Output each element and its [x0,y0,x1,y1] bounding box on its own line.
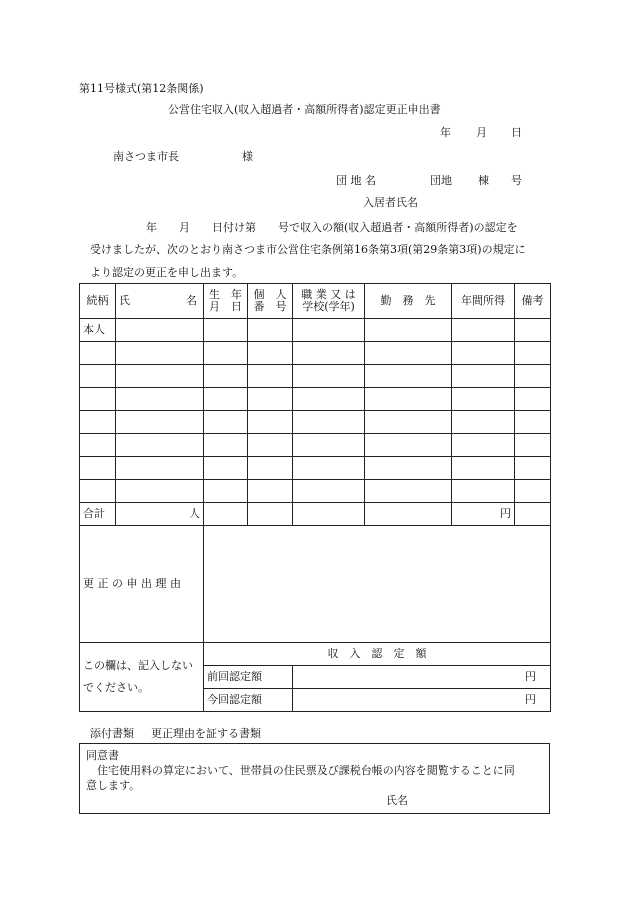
header-annual-income: 年間所得 [452,284,515,319]
relation-cell[interactable] [80,365,116,388]
birth-cell[interactable] [204,480,248,503]
occupation-cell[interactable] [293,388,365,411]
relation-cell[interactable] [80,434,116,457]
recognized-amount-header: 収 入 認 定 額 [204,643,551,666]
occupation-cell[interactable] [293,457,365,480]
header-id-line1: 個 人 [253,288,287,301]
household-table [79,283,551,712]
addressee-honorific: 様 [242,150,253,163]
body-line-1: 年 月 日付け第 号で収入の額(収入超過者・高額所得者)の認定を [146,221,518,234]
office-note-line2: でください。 [83,681,149,694]
income-cell[interactable] [452,434,515,457]
table-row [80,388,551,411]
header-workplace: 勤 務 先 [365,284,452,319]
remarks-cell[interactable] [515,480,551,503]
body-line-3: より認定の更正を申し出ます。 [90,266,244,279]
previous-amount-label: 前回認定額 [204,666,293,689]
building-label: 棟 [478,174,489,187]
income-cell[interactable] [452,480,515,503]
total-row [80,503,551,526]
relation-cell[interactable] [80,411,116,434]
header-name-left: 氏 [119,294,130,307]
table-row [80,342,551,365]
table-row [80,434,551,457]
workplace-cell[interactable] [365,457,452,480]
birth-cell[interactable] [204,411,248,434]
birth-cell[interactable] [204,388,248,411]
workplace-cell[interactable] [365,480,452,503]
header-relation: 続柄 [80,284,116,319]
table-row [80,480,551,503]
table-row [80,365,551,388]
relation-cell[interactable] [80,342,116,365]
birth-cell[interactable] [204,434,248,457]
form-number: 第11号様式(第12条関係) [79,82,204,95]
workplace-cell[interactable] [365,365,452,388]
header-name [116,284,204,319]
reason-row [80,526,551,643]
birth-cell[interactable] [204,319,248,342]
income-cell[interactable] [452,342,515,365]
name-cell[interactable] [116,457,204,480]
complex-unit: 団地 [430,174,452,187]
personal-number-cell[interactable] [248,365,293,388]
table-row [80,319,551,342]
total-remarks-cell [515,503,551,526]
consent-signature[interactable]: 氏名 [386,794,408,807]
income-cell[interactable] [452,388,515,411]
personal-number-cell[interactable] [248,457,293,480]
occupation-cell[interactable] [293,480,365,503]
name-cell[interactable] [116,411,204,434]
remarks-cell[interactable] [515,319,551,342]
personal-number-cell[interactable] [248,319,293,342]
personal-number-cell[interactable] [248,434,293,457]
header-job-line2: 学校(学年) [302,300,355,313]
relation-cell[interactable]: 本人 [80,319,116,342]
date-month: 月 [476,126,487,139]
occupation-cell[interactable] [293,434,365,457]
current-amount-label: 今回認定額 [204,689,293,712]
relation-cell[interactable] [80,480,116,503]
office-note-line1: この欄は、記入しない [83,659,193,672]
remarks-cell[interactable] [515,457,551,480]
consent-line1: 住宅使用料の算定において、世帯員の住民票及び課税台帳の内容を閲覧することに同 [97,764,515,777]
remarks-cell[interactable] [515,388,551,411]
complex-label: 団 地 名 [336,174,376,187]
name-cell[interactable] [116,434,204,457]
reason-field[interactable] [204,526,551,643]
number-label: 号 [511,174,522,187]
header-birth-line1: 生 年 [209,288,242,301]
consent-box [79,743,550,814]
total-workplace-cell [365,503,452,526]
remarks-cell[interactable] [515,434,551,457]
income-cell[interactable] [452,365,515,388]
office-use-note [80,643,204,712]
income-cell[interactable] [452,319,515,342]
income-cell[interactable] [452,411,515,434]
remarks-cell[interactable] [515,342,551,365]
previous-amount-field[interactable]: 円 [293,666,551,689]
occupation-cell[interactable] [293,342,365,365]
header-birth [204,284,248,319]
personal-number-cell[interactable] [248,342,293,365]
reason-label: 更 正 の 申 出 理 由 [80,526,204,643]
birth-cell[interactable] [204,457,248,480]
workplace-cell[interactable] [365,388,452,411]
name-cell[interactable] [116,342,204,365]
header-id-line2: 番 号 [253,300,287,313]
total-label: 合計 [80,503,116,526]
name-cell[interactable] [116,319,204,342]
occupation-cell[interactable] [293,411,365,434]
header-name-right: 名 [186,294,197,307]
occupation-cell[interactable] [293,319,365,342]
resident-name-label: 入居者氏名 [363,196,418,209]
body-line-2: 受けましたが、次のとおり南さつま市公営住宅条例第16条第3項(第29条第3項)の規定に [90,243,526,256]
personal-number-cell[interactable] [248,411,293,434]
office-use-row [80,643,551,666]
table-row [80,411,551,434]
header-birth-line2: 月 日 [209,300,242,313]
relation-cell[interactable] [80,388,116,411]
attachment-label: 添付書類 [90,727,134,740]
attachment-value: 更正理由を証する書類 [151,727,261,740]
workplace-cell[interactable] [365,342,452,365]
remarks-cell[interactable] [515,411,551,434]
personal-number-cell[interactable] [248,388,293,411]
current-amount-field[interactable]: 円 [293,689,551,712]
date-year: 年 [440,126,451,139]
total-income-yen[interactable]: 円 [452,503,515,526]
consent-title: 同意書 [86,749,119,762]
income-cell[interactable] [452,457,515,480]
header-job-line1: 職 業 又 は [301,288,356,301]
table-row [80,457,551,480]
name-cell[interactable] [116,365,204,388]
occupation-cell[interactable] [293,365,365,388]
consent-line2: 意します。 [86,779,141,792]
name-cell[interactable] [116,388,204,411]
header-remarks: 備考 [515,284,551,319]
name-cell[interactable] [116,480,204,503]
date-day: 日 [511,126,522,139]
birth-cell[interactable] [204,342,248,365]
workplace-cell[interactable] [365,411,452,434]
page-title: 公営住宅収入(収入超過者・高額所得者)認定更正申出書 [168,103,441,116]
total-occupation-cell [293,503,365,526]
header-personal-number [248,284,293,319]
total-id-cell [248,503,293,526]
birth-cell[interactable] [204,365,248,388]
total-birth-cell [204,503,248,526]
table-header-row [80,284,551,319]
addressee-name: 南さつま市長 [113,150,179,163]
header-occupation [293,284,365,319]
personal-number-cell[interactable] [248,480,293,503]
remarks-cell[interactable] [515,365,551,388]
relation-cell[interactable] [80,457,116,480]
workplace-cell[interactable] [365,434,452,457]
workplace-cell[interactable] [365,319,452,342]
total-persons-unit[interactable]: 人 [116,503,204,526]
